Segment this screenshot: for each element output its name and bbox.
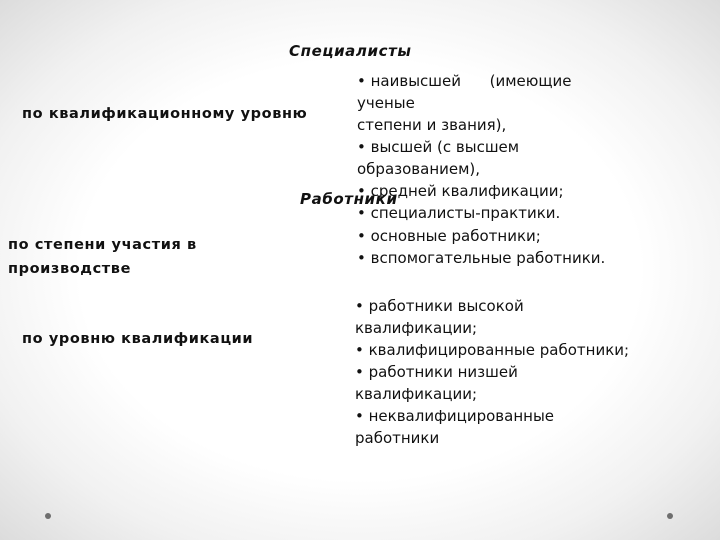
- workers-heading: Работники: [300, 190, 398, 208]
- specialist-list-line: • специалисты-практики.: [357, 204, 561, 222]
- skill-list-line: • квалифицированные работники;: [355, 341, 630, 359]
- participation-list-line: • основные работники;: [357, 227, 541, 245]
- participation-list-line: • вспомогательные работники.: [357, 249, 606, 267]
- specialist-list-line: • наивысшей (имеющие: [357, 72, 572, 90]
- specialist-list-line: степени и звания),: [357, 116, 507, 134]
- skill-list-line: • работники низшей: [355, 363, 518, 381]
- label-qualification-level: по квалификационному уровню: [22, 106, 308, 122]
- specialist-list-line: • средней квалификации;: [357, 182, 564, 200]
- specialist-list-line: ученые: [357, 94, 415, 112]
- participation-list: [357, 225, 605, 269]
- label-participation-degree-line1: по степени участия в: [8, 237, 197, 253]
- skill-list-line: работники: [355, 429, 440, 447]
- skill-list-line: • работники высокой: [355, 297, 524, 315]
- specialist-list-line: образованием),: [357, 160, 481, 178]
- skill-list-line: • неквалифицированные: [355, 407, 555, 425]
- specialist-list-line: • высшей (с высшем: [357, 138, 520, 156]
- label-participation-degree-line2: производстве: [8, 261, 132, 277]
- decorative-dot-right: [667, 513, 673, 519]
- label-participation-degree: [8, 233, 197, 281]
- specialist-list: [357, 70, 571, 224]
- decorative-dot-left: [45, 513, 51, 519]
- skill-list-line: квалификации;: [355, 319, 478, 337]
- specialists-heading: Специалисты: [289, 42, 412, 60]
- label-skill-level: по уровню квалификации: [22, 331, 254, 347]
- skill-list: [355, 295, 629, 449]
- skill-list-line: квалификации;: [355, 385, 478, 403]
